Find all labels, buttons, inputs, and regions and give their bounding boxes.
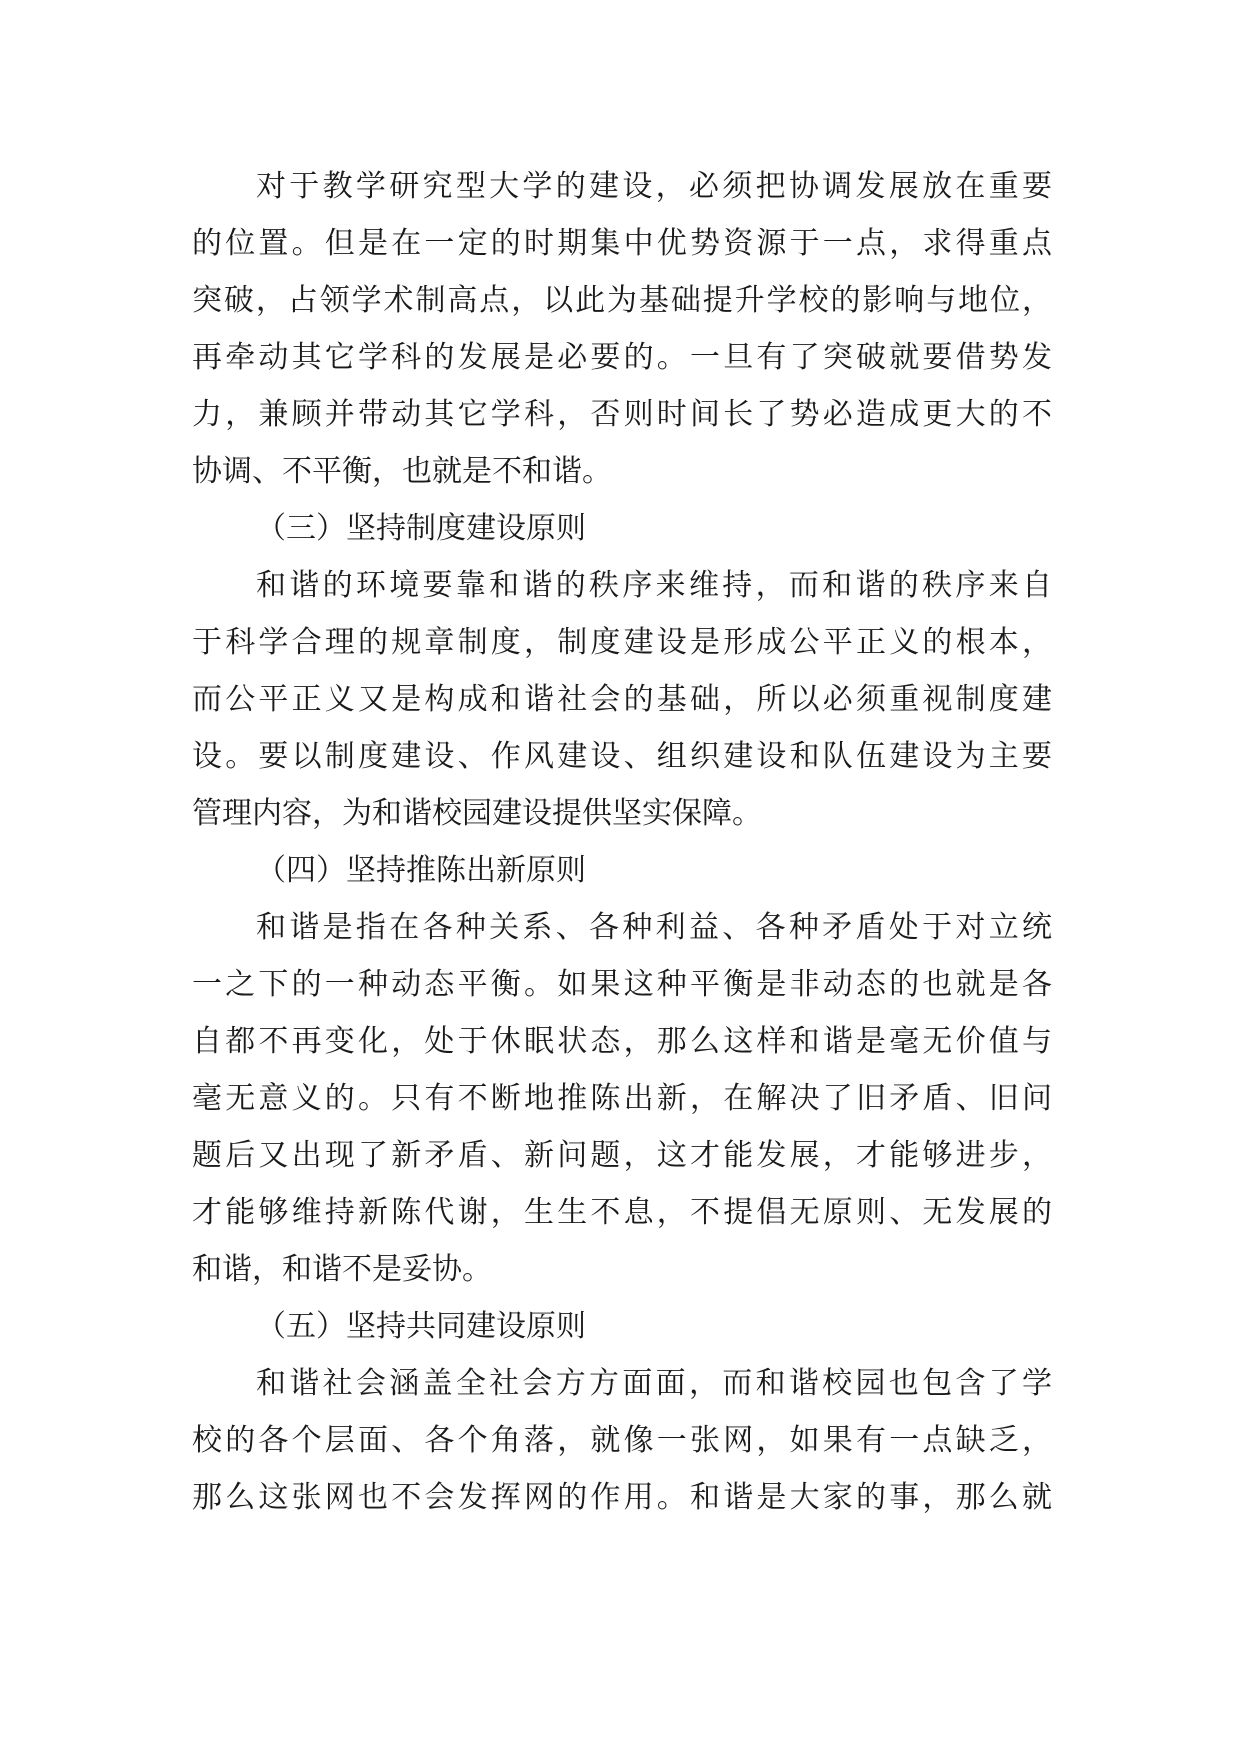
paragraph-line: 和谐社会涵盖全社会方方面面，而和谐校园也包含了学	[256, 1366, 1052, 1401]
paragraph	[192, 1355, 1052, 1526]
paragraph-line: 题后又出现了新矛盾、新问题，这才能发展，才能够进步，	[192, 1138, 1052, 1173]
document-body	[192, 158, 1052, 1526]
paragraph-line: 那么这张网也不会发挥网的作用。和谐是大家的事，那么就	[192, 1480, 1052, 1515]
paragraph-line: 协调、不平衡，也就是不和谐。	[192, 454, 612, 489]
section-heading: （五）坚持共同建设原则	[256, 1309, 586, 1344]
section-heading: （三）坚持制度建设原则	[256, 511, 586, 546]
paragraph-line: 和谐的环境要靠和谐的秩序来维持，而和谐的秩序来自	[256, 568, 1052, 603]
paragraph	[192, 557, 1052, 842]
paragraph-line: 设。要以制度建设、作风建设、组织建设和队伍建设为主要	[192, 739, 1052, 774]
paragraph-line: 一之下的一种动态平衡。如果这种平衡是非动态的也就是各	[192, 967, 1052, 1002]
paragraph-line: 突破，占领学术制高点，以此为基础提升学校的影响与地位，	[192, 283, 1052, 318]
paragraph-line: 校的各个层面、各个角落，就像一张网，如果有一点缺乏，	[192, 1423, 1052, 1458]
paragraph-line: 毫无意义的。只有不断地推陈出新，在解决了旧矛盾、旧问	[192, 1081, 1052, 1116]
paragraph-line: 的位置。但是在一定的时期集中优势资源于一点，求得重点	[192, 226, 1052, 261]
paragraph-line: 再牵动其它学科的发展是必要的。一旦有了突破就要借势发	[192, 340, 1052, 375]
paragraph-line: 自都不再变化，处于休眠状态，那么这样和谐是毫无价值与	[192, 1024, 1052, 1059]
paragraph-line: 力，兼顾并带动其它学科，否则时间长了势必造成更大的不	[192, 397, 1052, 432]
paragraph-line: 于科学合理的规章制度，制度建设是形成公平正义的根本，	[192, 625, 1052, 660]
paragraph-line: 管理内容，为和谐校园建设提供坚实保障。	[192, 796, 762, 831]
section-heading: （四）坚持推陈出新原则	[256, 853, 586, 888]
paragraph-line: 和谐是指在各种关系、各种利益、各种矛盾处于对立统	[256, 910, 1052, 945]
paragraph-line: 而公平正义又是构成和谐社会的基础，所以必须重视制度建	[192, 682, 1052, 717]
paragraph	[192, 899, 1052, 1298]
paragraph-line: 才能够维持新陈代谢，生生不息，不提倡无原则、无发展的	[192, 1195, 1052, 1230]
paragraph-line: 和谐，和谐不是妥协。	[192, 1252, 492, 1287]
paragraph-line: 对于教学研究型大学的建设，必须把协调发展放在重要	[256, 169, 1052, 204]
paragraph	[192, 158, 1052, 500]
